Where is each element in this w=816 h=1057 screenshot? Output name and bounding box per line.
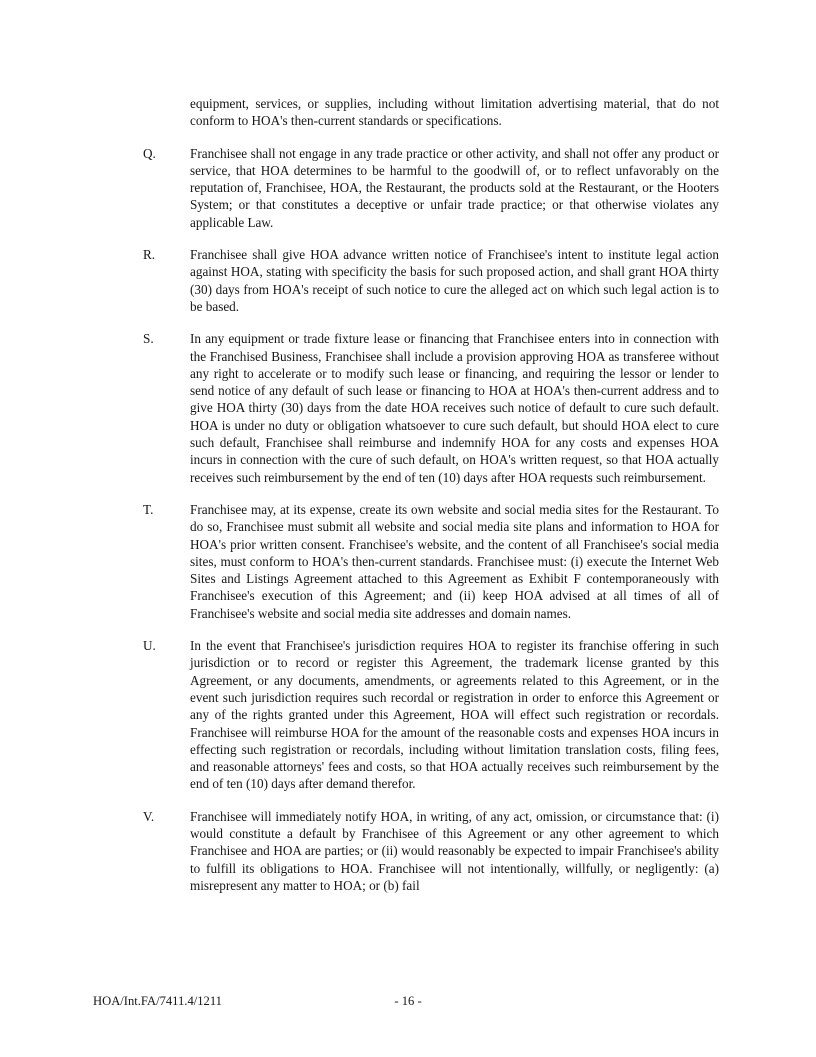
- paragraph-q: [143, 145, 719, 231]
- paragraph-letter: Q.: [143, 145, 156, 161]
- paragraph-text: Franchisee may, at its expense, create its own website and social media sites for the Restaurant. To do so, Franchisee must submit all website and social media site plans and information to HOA for HOA's prior written consent. Franchisee's website, and the content of all Franchisee's social media sites, must conform to HOA's then-current standards. Franchisee must: (i) execute the Internet Web Sites and Listings Agreement attached to this Agreement as Exhibit F contemporaneously with Franchisee's execution of this Agreement; and (ii) keep HOA advised at all times of all of Franchisee's website and social media site addresses and domain names.: [190, 501, 719, 621]
- paragraph-text: In the event that Franchisee's jurisdiction requires HOA to register its franchise offering in such jurisdiction or to record or register this Agreement, the trademark license granted by this Agreement, or any documents, amendments, or agreements related to this Agreement, or in the event such jurisdiction requires such recordal or registration in order to enforce this Agreement or any of the rights granted under this Agreement, HOA will effect such registration or recordals. Franchisee will reimburse HOA for the amount of the reasonable costs and expenses HOA incurs in effecting such registration or recordals, including without limitation translation costs, filing fees, and reasonable attorneys' fees and costs, so that HOA actually receives such reimbursement by the end of ten (10) days after demand therefor.: [190, 638, 719, 792]
- paragraph-text: Franchisee will immediately notify HOA, in writing, of any act, omission, or circumstance that: (i) would constitute a default by Franchisee of this Agreement or any other agreement to which Franchisee and HOA are parties; or (ii) would reasonably be expected to impair Franchisee's ability to fulfill its obligations to HOA. Franchisee will not intentionally, willfully, or negligently: (a) misrepresent any matter to HOA; or (b) fail: [190, 808, 719, 893]
- page-footer: [0, 993, 816, 1009]
- paragraph-text: equipment, services, or supplies, including without limitation advertising material, that do not conform to HOA's then-current standards or specifications.: [190, 96, 719, 129]
- paragraph-letter: S.: [143, 331, 154, 347]
- paragraph-text: Franchisee shall not engage in any trade practice or other activity, and shall not offer any product or service, that HOA determines to be harmful to the goodwill of, or to reflect unfavorably on the reputation of, Franchisee, HOA, the Restaurant, the products sold at the Restaurant, or the Hooters System; or that constitutes a deceptive or unfair trade practice; or that otherwise violates any applicable Law.: [190, 145, 719, 230]
- paragraph-letter: U.: [143, 638, 156, 654]
- paragraph-text: Franchisee shall give HOA advance written notice of Franchisee's intent to institute legal action against HOA, stating with specificity the basis for such proposed action, and shall grant HOA thirty (30) days from HOA's receipt of such notice to cure the alleged act on which such legal action is to be based.: [190, 247, 719, 314]
- paragraph-letter: V.: [143, 808, 155, 824]
- document-body: [143, 95, 719, 909]
- footer-page-number: - 16 -: [394, 994, 422, 1008]
- paragraph-letter: R.: [143, 247, 156, 263]
- paragraph-text: In any equipment or trade fixture lease or financing that Franchisee enters into in connection with the Franchised Business, Franchisee shall include a provision approving HOA as transferee without any right to accelerate or to modify such lease or financing, and requiring the lessor or lender to send notice of any default of such lease or financing to HOA at HOA's then-current address and to give HOA thirty (30) days from the date HOA receives such notice of default to cure such default. HOA is under no duty or obligation whatsoever to cure such default, but should HOA elect to cure such default, Franchisee shall reimburse and indemnify HOA for any costs and expenses HOA incurs in connection with the cure of such default, on HOA's written request, so that HOA actually receives such reimbursement by the end of ten (10) days after HOA requests such reimbursement.: [190, 331, 719, 485]
- paragraph-letter: [143, 95, 190, 130]
- paragraph-t: [143, 501, 719, 622]
- paragraph-v: [143, 808, 719, 894]
- footer-document-code: HOA/Int.FA/7411.4/1211: [93, 994, 222, 1008]
- paragraph-s: [143, 330, 719, 486]
- paragraph-continuation: [143, 95, 719, 130]
- paragraph-letter: T.: [143, 501, 154, 517]
- paragraph-r: [143, 246, 719, 315]
- paragraph-u: [143, 637, 719, 793]
